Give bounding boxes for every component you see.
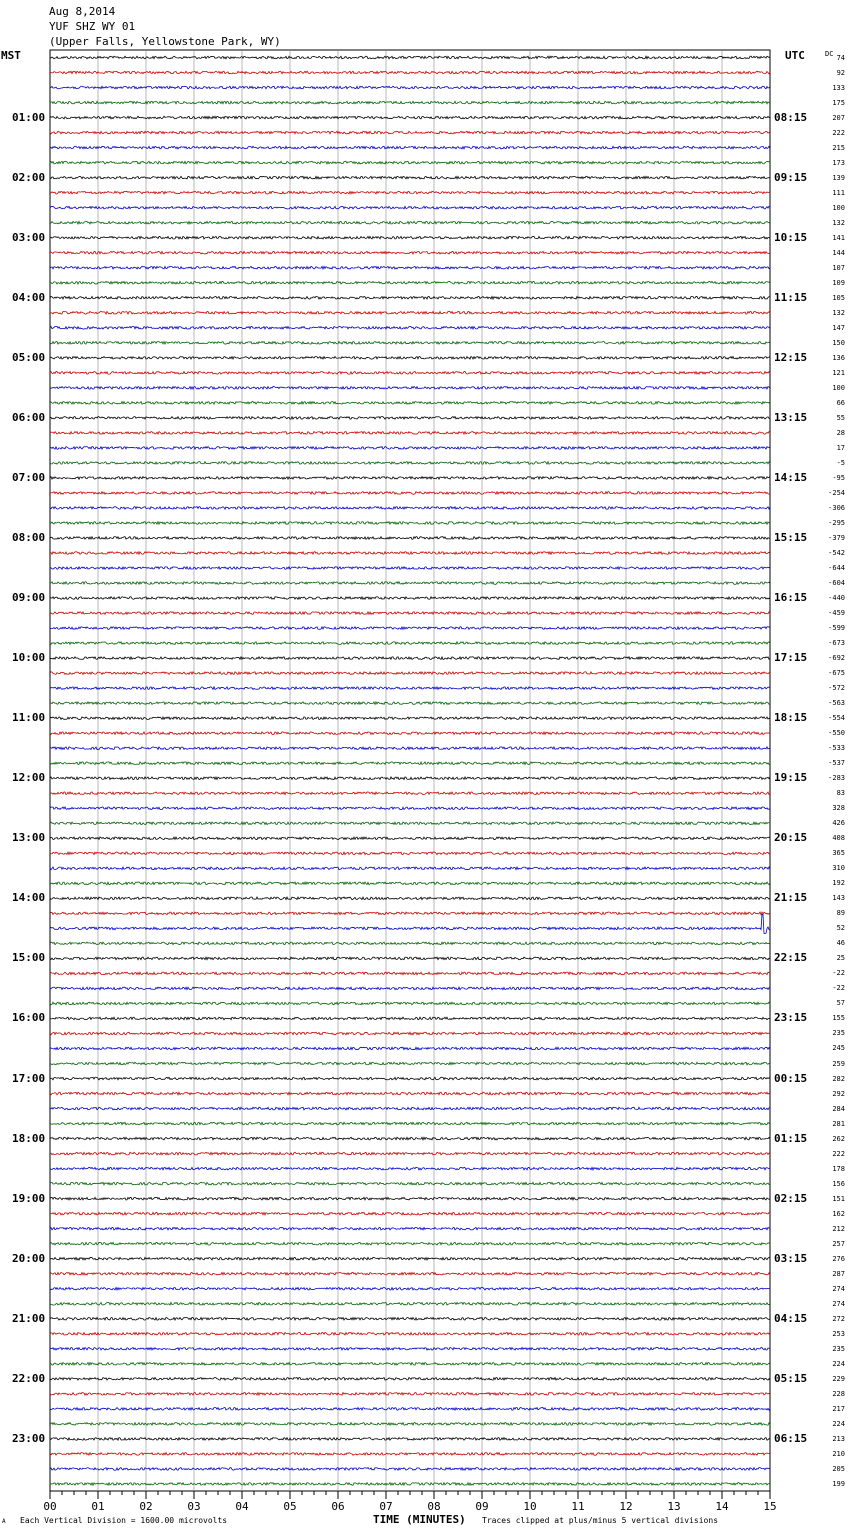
seismic-trace [50,537,770,540]
seismic-trace [50,807,770,810]
mst-hour-label: 19:00 [12,1191,46,1205]
seismic-trace [50,732,770,735]
seismic-trace [50,1017,770,1020]
seismic-trace [50,837,770,840]
mst-hour-label: 01:00 [12,110,46,124]
dc-offset-label: -563 [828,699,845,708]
seismic-trace [50,1077,770,1080]
mst-hour-label: 14:00 [12,891,46,905]
x-tick-label: 12 [619,1500,633,1513]
dc-offset-label: 310 [832,864,845,873]
dc-offset-label: 144 [832,248,845,257]
utc-hour-label: 18:15 [774,711,808,725]
dc-offset-label: 173 [832,158,845,167]
x-tick-label: 14 [715,1500,729,1513]
mst-hour-label: 11:00 [12,711,46,725]
seismic-trace [50,1062,770,1065]
dc-offset-label: 143 [832,894,845,903]
dc-offset-label: 141 [832,233,845,242]
dc-offset-label: -572 [828,684,845,693]
utc-hour-label: 16:15 [774,591,808,605]
dc-offset-label: 199 [832,1479,845,1488]
seismic-trace [50,747,770,750]
seismic-trace [50,1363,770,1366]
seismic-trace [50,1092,770,1095]
utc-hour-label: 03:15 [774,1251,808,1265]
seismic-trace [50,1378,770,1381]
header-station: YUF SHZ WY 01 [49,20,136,33]
dc-offset-label: 205 [832,1464,845,1473]
seismic-trace [50,1408,770,1411]
seismic-trace [50,792,770,795]
seismic-trace [50,236,770,239]
dc-offset-label: 281 [832,1119,845,1128]
dc-offset-label: 274 [832,1299,845,1308]
x-axis-title: TIME (MINUTES) [373,1513,466,1526]
seismic-trace [50,86,770,89]
dc-offset-label: 151 [832,1194,845,1203]
dc-offset-label: 156 [832,1179,845,1188]
x-tick-label: 13 [667,1500,681,1513]
utc-hour-label: 17:15 [774,651,808,665]
mst-hour-label: 06:00 [12,410,46,424]
seismic-trace [50,1347,770,1350]
dc-offset-label: 92 [836,68,845,77]
seismic-trace [50,1182,770,1185]
seismic-trace [50,1167,770,1170]
seismic-trace [50,612,770,615]
seismic-trace [50,1227,770,1230]
dc-offset-label: -537 [828,759,845,768]
seismic-trace [50,101,770,104]
x-tick-label: 02 [139,1500,153,1513]
seismic-trace [50,1483,770,1486]
seismic-trace [50,777,770,780]
dc-header: DC [825,50,834,58]
right-timezone-label: UTC [785,49,805,62]
seismic-trace [50,251,770,254]
seismic-trace [50,552,770,555]
seismic-trace [50,1152,770,1155]
dc-offset-label: -283 [828,774,845,783]
x-tick-label: 10 [523,1500,537,1513]
seismic-trace [50,176,770,179]
x-tick-label: 03 [187,1500,201,1513]
seismic-trace [50,597,770,600]
dc-offset-label: 272 [832,1314,845,1323]
header-date: Aug 8,2014 [49,5,116,18]
x-tick-label: 05 [283,1500,297,1513]
dc-offset-label: -675 [828,669,845,678]
dc-offset-label: 178 [832,1164,845,1173]
seismic-trace [50,1287,770,1290]
seismic-trace [50,266,770,269]
dc-offset-label: 259 [832,1059,845,1068]
dc-offset-label: -673 [828,639,845,648]
dc-offset-label: -604 [828,579,845,588]
dc-offset-label: 217 [832,1404,845,1413]
dc-offset-label: 57 [836,999,845,1008]
dc-offset-label: 107 [832,263,845,272]
seismic-trace [50,762,770,765]
seismic-trace [50,477,770,480]
dc-offset-label: 66 [836,398,845,407]
seismic-trace [50,56,770,59]
dc-offset-label: 74 [836,53,845,62]
seismic-trace [50,161,770,164]
seismic-trace [50,957,770,960]
seismic-trace [50,987,770,990]
seismic-trace [50,942,770,945]
seismic-trace [50,1122,770,1125]
dc-offset-label: 224 [832,1359,845,1368]
seismic-trace [50,522,770,525]
dc-offset-label: 133 [832,83,845,92]
left-timezone-label: MST [1,49,21,62]
utc-hour-label: 20:15 [774,831,808,845]
seismic-trace [50,1032,770,1035]
seismic-trace [50,311,770,314]
seismic-trace [50,191,770,194]
x-tick-label: 01 [91,1500,105,1513]
dc-offset-label: 245 [832,1044,845,1053]
mst-hour-label: 02:00 [12,170,46,184]
seismic-trace [50,867,770,870]
seismic-trace [50,402,770,405]
seismic-trace [50,914,770,933]
seismic-trace [50,221,770,224]
dc-offset-label: 235 [832,1029,845,1038]
seismic-trace [50,146,770,149]
dc-offset-label: 287 [832,1269,845,1278]
seismic-trace [50,116,770,119]
seismic-trace [50,1332,770,1335]
mst-hour-label: 18:00 [12,1131,46,1145]
dc-offset-label: 192 [832,879,845,888]
seismic-trace [50,447,770,450]
seismic-trace [50,852,770,855]
seismic-trace [50,567,770,570]
dc-offset-label: -306 [828,503,845,512]
dc-offset-label: -692 [828,654,845,663]
mst-hour-label: 09:00 [12,591,46,605]
dc-offset-label: 109 [832,278,845,287]
dc-offset-label: 207 [832,113,845,122]
seismic-trace [50,897,770,900]
utc-hour-label: 11:15 [774,290,808,304]
seismic-trace [50,642,770,645]
dc-offset-label: 132 [832,218,845,227]
seismic-trace [50,462,770,465]
seismic-trace [50,1423,770,1426]
x-tick-label: 00 [43,1500,57,1513]
mst-hour-label: 07:00 [12,470,46,484]
seismic-trace [50,1453,770,1456]
dc-offset-label: 132 [832,308,845,317]
dc-offset-label: 105 [832,293,845,302]
seismic-trace [50,296,770,299]
utc-hour-label: 22:15 [774,951,808,965]
dc-offset-label: 222 [832,128,845,137]
dc-offset-label: 89 [836,909,845,918]
seismic-trace [50,1002,770,1005]
seismic-trace [50,1438,770,1441]
seismic-trace [50,357,770,360]
dc-offset-label: 365 [832,849,845,858]
seismic-trace [50,672,770,675]
scale-note: Each Vertical Division = 1600.00 microvolts [20,1516,228,1525]
dc-offset-label: -5 [836,458,845,467]
dc-offset-label: 139 [832,173,845,182]
dc-offset-label: -295 [828,518,845,527]
dc-offset-label: 83 [836,789,845,798]
seismic-trace [50,702,770,705]
dc-offset-label: -644 [828,564,845,572]
dc-offset-label: 228 [832,1389,845,1398]
seismic-trace [50,657,770,660]
utc-hour-label: 13:15 [774,410,808,424]
seismic-trace [50,417,770,420]
dc-offset-label: -379 [828,533,845,542]
mst-hour-label: 23:00 [12,1431,46,1445]
seismic-trace [50,972,770,975]
seismic-trace [50,1242,770,1245]
seismic-trace [50,372,770,375]
dc-offset-label: 136 [832,353,845,362]
dc-offset-label: 222 [832,1149,845,1158]
seismic-trace [50,582,770,585]
mst-hour-label: 15:00 [12,951,46,965]
utc-hour-label: 00:15 [774,1071,808,1085]
header-location: (Upper Falls, Yellowstone Park, WY) [49,35,281,48]
seismic-trace [50,432,770,435]
seismic-trace [50,507,770,510]
mst-hour-label: 20:00 [12,1251,46,1265]
dc-offset-label: 55 [836,413,845,422]
dc-offset-label: 210 [832,1449,845,1458]
dc-offset-label: 274 [832,1284,845,1293]
x-tick-label: 09 [475,1500,489,1513]
dc-offset-label: 257 [832,1239,845,1248]
seismic-trace [50,1197,770,1200]
utc-hour-label: 05:15 [774,1371,808,1385]
mst-hour-label: 16:00 [12,1011,46,1025]
dc-offset-label: -554 [828,714,845,723]
seismic-trace [50,1107,770,1110]
seismic-trace [50,1317,770,1320]
x-tick-label: 08 [427,1500,441,1513]
dc-offset-label: -542 [828,548,845,557]
utc-hour-label: 15:15 [774,530,808,544]
x-tick-label: 15 [763,1500,777,1513]
dc-offset-label: -599 [828,624,845,633]
utc-hour-label: 10:15 [774,230,808,244]
utc-hour-label: 06:15 [774,1431,808,1445]
dc-offset-label: 155 [832,1014,845,1023]
dc-offset-label: 408 [832,834,845,843]
dc-offset-label: 46 [836,939,845,948]
dc-offset-label: 17 [836,443,845,452]
utc-hour-label: 08:15 [774,110,808,124]
utc-hour-label: 23:15 [774,1011,808,1025]
utc-hour-label: 04:15 [774,1311,808,1325]
mst-hour-label: 17:00 [12,1071,46,1085]
utc-hour-label: 02:15 [774,1191,808,1205]
utc-hour-label: 14:15 [774,470,808,484]
dc-offset-label: 28 [836,428,845,437]
seismic-trace [50,822,770,825]
mst-hour-label: 10:00 [12,651,46,665]
seismic-trace [50,882,770,885]
seismic-trace [50,1212,770,1215]
dc-offset-label: 147 [832,323,845,332]
clip-note: Traces clipped at plus/minus 5 vertical divisions [482,1516,719,1525]
dc-offset-label: 282 [832,1074,845,1083]
seismic-trace [50,687,770,690]
seismic-trace [50,1393,770,1396]
seismic-trace [50,281,770,284]
dc-offset-label: 426 [832,819,845,828]
mst-hour-label: 04:00 [12,290,46,304]
dc-offset-label: 215 [832,143,845,152]
utc-hour-label: 19:15 [774,771,808,785]
utc-hour-label: 01:15 [774,1131,808,1145]
dc-offset-label: 121 [832,368,845,377]
dc-offset-label: 52 [836,924,845,933]
mst-hour-label: 12:00 [12,771,46,785]
x-tick-label: 11 [571,1500,585,1513]
dc-offset-label: 235 [832,1344,845,1353]
dc-offset-label: -22 [832,984,845,993]
seismic-trace [50,1272,770,1275]
utc-hour-label: 09:15 [774,170,808,184]
dc-offset-label: 212 [832,1224,845,1233]
dc-offset-label: 262 [832,1134,845,1143]
utc-hour-label: 21:15 [774,891,808,905]
dc-offset-label: -95 [832,473,845,482]
seismic-trace [50,1257,770,1260]
dc-offset-label: 213 [832,1434,845,1443]
mst-hour-label: 03:00 [12,230,46,244]
mst-hour-label: 05:00 [12,350,46,364]
seismic-trace [50,206,770,209]
dc-offset-label: 229 [832,1374,845,1383]
dc-offset-label: 100 [832,203,845,212]
dc-offset-label: 253 [832,1329,845,1338]
seismic-trace [50,627,770,630]
seismic-trace [50,912,770,915]
dc-offset-label: -459 [828,609,845,618]
dc-offset-label: 328 [832,804,845,813]
x-tick-label: 07 [379,1500,393,1513]
seismic-trace [50,1468,770,1471]
mst-hour-label: 08:00 [12,530,46,544]
dc-offset-label: 162 [832,1209,845,1218]
dc-offset-label: -533 [828,744,845,753]
seismic-trace [50,326,770,329]
mst-hour-label: 13:00 [12,831,46,845]
dc-offset-label: 100 [832,383,845,392]
dc-offset-label: -254 [828,488,845,497]
seismic-trace [50,131,770,134]
dc-offset-label: 111 [832,188,845,197]
dc-offset-label: -22 [832,969,845,978]
dc-offset-label: 224 [832,1419,845,1428]
mst-hour-label: 21:00 [12,1311,46,1325]
x-tick-label: 04 [235,1500,249,1513]
dc-offset-label: 276 [832,1254,845,1263]
dc-offset-label: -440 [828,594,845,603]
dc-offset-label: 150 [832,338,845,347]
dc-offset-label: 292 [832,1089,845,1098]
seismic-trace [50,387,770,390]
dc-offset-label: 25 [836,954,845,963]
corner-mark: A [2,1518,6,1525]
utc-hour-label: 12:15 [774,350,808,364]
seismic-trace [50,1047,770,1050]
seismic-trace [50,1302,770,1305]
seismic-trace [50,1137,770,1140]
dc-offset-label: -550 [828,729,845,738]
x-tick-label: 06 [331,1500,345,1513]
seismic-trace [50,717,770,720]
mst-hour-label: 22:00 [12,1371,46,1385]
dc-offset-label: 284 [832,1104,845,1113]
seismic-trace [50,71,770,74]
seismic-trace [50,341,770,344]
seismic-trace [50,492,770,495]
dc-offset-label: 175 [832,98,845,107]
